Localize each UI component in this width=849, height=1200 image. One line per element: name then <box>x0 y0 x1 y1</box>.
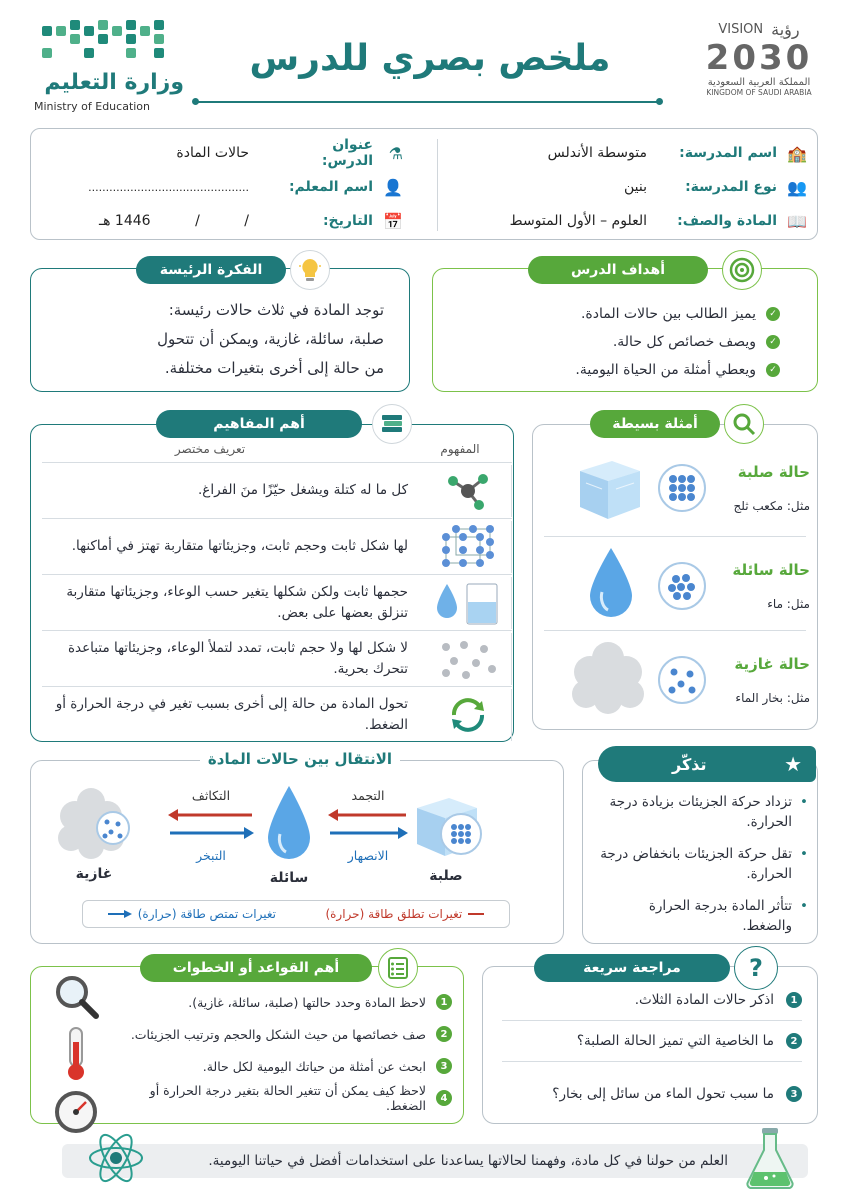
goal-item <box>450 300 780 328</box>
info-school-type <box>437 175 807 199</box>
rule-item <box>108 1082 452 1114</box>
rule-number: 4 <box>436 1090 452 1106</box>
title-underline-dot-left <box>192 98 199 105</box>
flask-icon <box>740 1126 800 1194</box>
checklist-icon <box>378 948 418 988</box>
school-label: اسم المدرسة: <box>679 145 777 161</box>
rule-text: لاحظ كيف يمكن أن تتغير الحالة بتغير درجة الحرارة أو الضغط. <box>149 1083 426 1113</box>
examples-title: أمثلة بسيطة <box>590 410 720 438</box>
review-number: 1 <box>786 992 802 1008</box>
legend-absorb <box>108 907 276 921</box>
transition-solid <box>404 790 488 884</box>
rule-text: صف خصائصها من حيث الشكل والحجم وترتيب الجزيئات. <box>130 1026 426 1042</box>
magnifier-icon <box>724 404 764 444</box>
review-divider <box>502 1020 802 1021</box>
type-label: نوع المدرسة: <box>685 179 777 195</box>
example-state: حالة سائلة <box>732 561 810 579</box>
goal-text: ويعطي أمثلة من الحياة اليومية. <box>575 362 756 378</box>
vision-ar-label: رؤية <box>771 20 800 39</box>
evaporation-label: التبخر <box>196 848 226 863</box>
subject-value: العلوم – الأول المتوسط <box>509 213 647 229</box>
legend-release-label: تغيرات تطلق طاقة (حرارة) <box>325 907 463 921</box>
rule-item <box>108 986 452 1018</box>
transition-gas <box>44 784 144 882</box>
liquid-label: سائلة <box>269 870 309 886</box>
review-divider <box>502 1061 802 1062</box>
page-title: ملخص بصري للدرس <box>249 38 611 79</box>
gas-label: غازية <box>75 866 113 882</box>
vision-2030-logo <box>684 20 834 120</box>
lesson-info-box <box>30 128 818 240</box>
subject-label: المادة والصف: <box>677 213 777 229</box>
ice-cube-icon <box>409 790 483 860</box>
check-icon: ✓ <box>766 307 780 321</box>
crystal-lattice-icon <box>424 521 512 573</box>
info-subject <box>437 209 807 233</box>
goals-list <box>450 300 780 384</box>
cycle-arrows-icon <box>424 689 512 741</box>
concept-row-change <box>42 686 512 742</box>
remember-item <box>596 792 808 832</box>
info-date <box>43 209 403 233</box>
steam-cloud-icon <box>566 638 650 722</box>
ice-cube-icon <box>572 449 646 527</box>
remember-header <box>598 746 816 782</box>
type-value: بنين <box>623 179 647 195</box>
gas-molecules-icon <box>658 656 706 704</box>
book-icon: 📖 <box>787 211 807 231</box>
atom-icon <box>86 1128 146 1192</box>
goal-item <box>450 328 780 356</box>
review-number: 2 <box>786 1033 802 1049</box>
review-title: مراجعة سريعة <box>534 954 730 982</box>
concept-definition: تحول المادة من حالة إلى أخرى بسبب تغير في درجة الحرارة أو الضغط. <box>55 695 408 733</box>
review-item <box>502 1082 802 1106</box>
footer-banner <box>62 1144 808 1178</box>
concept-row-solid <box>42 518 512 574</box>
rule-number: 1 <box>436 994 452 1010</box>
rule-number: 3 <box>436 1058 452 1074</box>
remember-text: تقل حركة الجزيئات بانخفاض درجة الحرارة. <box>600 846 793 882</box>
flask-icon: ⚗ <box>388 143 403 163</box>
goal-text: يميز الطالب بين حالات المادة. <box>580 306 756 322</box>
main-idea-line: من حالة إلى أخرى بتغيرات مختلفة. <box>164 359 384 377</box>
water-drop-icon <box>586 546 636 626</box>
remember-title: تذكّر <box>672 754 707 774</box>
main-idea-title: الفكرة الرئيسة <box>136 256 286 284</box>
solid-label: صلبة <box>429 868 463 884</box>
example-state: حالة غازية <box>734 655 810 673</box>
review-text: ما سبب تحول الماء من سائل إلى بخار؟ <box>552 1086 774 1102</box>
school-value: متوسطة الأندلس <box>547 145 647 161</box>
target-icon <box>722 250 762 290</box>
remember-text: تتأثر المادة بدرجة الحرارة والضغط. <box>648 898 793 934</box>
condensation-arrow <box>168 808 254 822</box>
vision-label: VISION <box>718 22 764 37</box>
teacher-label: اسم المعلم: <box>288 179 373 195</box>
date-label: التاريخ: <box>322 213 373 229</box>
concept-row-gas <box>42 630 512 686</box>
goals-title: أهداف الدرس <box>528 256 708 284</box>
remember-list <box>596 792 808 936</box>
example-text: مثل: ماء <box>767 597 810 611</box>
info-teacher <box>43 175 403 199</box>
review-item <box>502 1029 802 1053</box>
example-gas <box>540 634 810 726</box>
user-icon: 👤 <box>383 177 403 197</box>
melting-label: الانصهار <box>347 848 389 863</box>
title-underline <box>196 101 660 103</box>
concept-definition: كل ما له كتلة ويشغل حيّزًا منَ الفراغ. <box>197 482 408 499</box>
books-icon <box>372 404 412 444</box>
legend-release-swatch <box>468 913 484 915</box>
review-text: ما الخاصية التي تميز الحالة الصلبة؟ <box>576 1033 774 1049</box>
example-divider <box>544 536 806 537</box>
remember-item <box>596 844 808 884</box>
review-list <box>502 988 802 1106</box>
check-icon: ✓ <box>766 335 780 349</box>
example-text: مثل: بخار الماء <box>735 691 810 705</box>
title-underline-dot-right <box>656 98 663 105</box>
info-lesson-title <box>43 137 403 169</box>
example-text: مثل: مكعب ثلج <box>733 499 810 513</box>
example-liquid <box>540 540 810 632</box>
bullet-dot: • <box>800 846 808 862</box>
liquid-molecules-icon <box>658 562 706 610</box>
kingdom-name-en: KINGDOM OF SAUDI ARABIA <box>706 88 812 97</box>
melting-arrow <box>328 826 408 840</box>
goal-text: ويصف خصائص كل حالة. <box>612 334 756 350</box>
condensation-label: التكاثف <box>191 788 231 803</box>
school-icon: 🏫 <box>787 143 807 163</box>
vision-year: 2030 <box>705 38 813 78</box>
teacher-value[interactable]: .............................................. <box>88 180 249 194</box>
rule-item <box>108 1050 452 1082</box>
rules-title: أهم القواعد أو الخطوات <box>140 954 372 982</box>
lesson-value: حالات المادة <box>176 145 249 161</box>
footer-text: العلم من حولنا في كل مادة، وفهمنا لحالاتها يساعدنا على استخدامات أفضل في حياتنا اليومية. <box>208 1153 728 1169</box>
concepts-header-definition: تعريف مختصر <box>174 442 246 456</box>
concept-definition: حجمها ثابت ولكن شكلها يتغير حسب الوعاء، وجزيئاتها متقاربة تنزلق بعضها على بعض. <box>66 583 408 621</box>
concepts-header-concept: المفهوم <box>440 442 480 456</box>
date-value[interactable]: / / 1446 هـ <box>98 213 249 229</box>
water-drop-icon <box>264 784 314 864</box>
review-text: اذكر حالات المادة الثلاث. <box>634 992 774 1008</box>
steam-cloud-icon <box>47 784 141 862</box>
transition-legend <box>82 900 510 928</box>
transition-title: الانتقال بين حالات المادة <box>200 750 400 768</box>
info-school <box>437 141 807 165</box>
main-idea-text <box>60 296 384 383</box>
example-divider <box>544 630 806 631</box>
bullet-dot: • <box>800 898 808 914</box>
remember-text: تزداد حركة الجزيئات بزيادة درجة الحرارة. <box>609 794 793 830</box>
concept-row-liquid <box>42 574 512 630</box>
legend-release <box>325 907 484 921</box>
rules-icons <box>44 972 100 1140</box>
freezing-arrow <box>328 808 408 822</box>
main-idea-line: صلبة، سائلة، غازية، ويمكن أن تتحول <box>157 330 384 348</box>
lesson-label: عنوان الدرس: <box>321 137 373 169</box>
ministry-dots-icon <box>38 18 178 66</box>
evaporation-arrow <box>168 826 254 840</box>
goal-item <box>450 356 780 384</box>
ministry-name-en: Ministry of Education <box>34 100 151 113</box>
freezing-label: التجمد <box>351 788 385 803</box>
review-item <box>502 988 802 1012</box>
rule-item <box>108 1018 452 1050</box>
ministry-name-ar: وزارة التعليم <box>44 70 184 95</box>
legend-absorb-label: تغيرات تمتص طاقة (حرارة) <box>137 907 276 921</box>
students-icon: 👥 <box>787 177 807 197</box>
transition-liquid <box>254 784 324 886</box>
ministry-logo <box>34 14 204 114</box>
lightbulb-icon <box>290 250 330 290</box>
concept-definition: لا شكل لها ولا حجم ثابت، تمدد لتملأ الوعاء، وجزيئاتها متباعدة تتحرك بحرية. <box>67 639 408 677</box>
rule-text: ابحث عن أمثلة من حياتك اليومية لكل حالة. <box>202 1058 426 1074</box>
example-solid <box>540 442 810 534</box>
example-state: حالة صلبة <box>737 463 810 481</box>
bullet-dot: • <box>800 794 808 810</box>
rules-list <box>108 986 452 1114</box>
calendar-icon: 📅 <box>383 211 403 231</box>
concepts-title: أهم المفاهيم <box>156 410 362 438</box>
check-icon: ✓ <box>766 363 780 377</box>
kingdom-name-ar: المملكة العربية السعودية <box>707 77 811 88</box>
concept-row-matter <box>42 462 512 518</box>
magnifier-icon <box>52 972 100 1020</box>
water-beaker-icon <box>424 577 512 629</box>
review-number: 3 <box>786 1086 802 1102</box>
thermometer-icon <box>52 1026 100 1082</box>
legend-absorb-arrow <box>108 909 132 919</box>
star-icon: ★ <box>784 752 802 776</box>
concept-definition: لها شكل ثابت وحجم ثابت، وجزيئاتها متقاربة تهتز في أماكنها. <box>71 538 408 555</box>
rule-text: لاحظ المادة وحدد حالتها (صلبة، سائلة، غازية). <box>188 994 426 1010</box>
gas-particles-icon <box>424 633 512 685</box>
solid-molecules-icon <box>658 464 706 512</box>
molecule-icon <box>424 465 512 517</box>
remember-item <box>596 896 808 936</box>
main-idea-line: توجد المادة في ثلاث حالات رئيسة: <box>168 301 384 319</box>
question-icon: ? <box>734 946 778 990</box>
rule-number: 2 <box>436 1026 452 1042</box>
